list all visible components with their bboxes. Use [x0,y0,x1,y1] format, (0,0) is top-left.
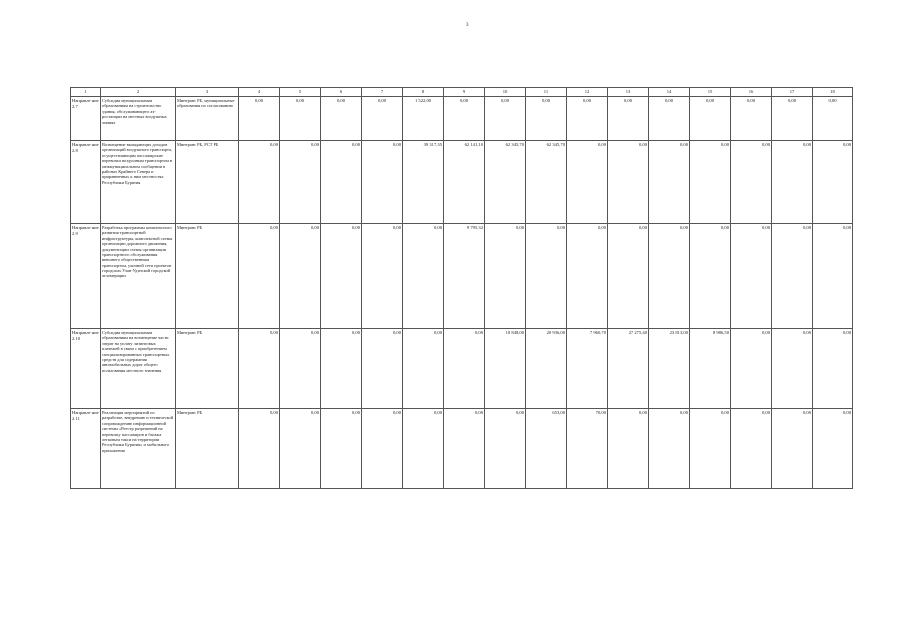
value-cell: 0,00 [239,141,280,224]
page-number: 3 [466,23,469,28]
column-number: 11 [526,88,567,97]
row-executor: Минтранс РБ, муниципальные образования по согласованию [176,97,239,141]
value-cell: 0,00 [772,409,813,489]
column-number: 3 [176,88,239,97]
row-executor: Минтранс РБ [176,329,239,409]
value-cell: 9 795,32 [444,224,485,329]
value-cell: 70,00 [567,409,608,489]
row-executor: Минтранс РБ [176,409,239,489]
value-cell: 0,00 [321,409,362,489]
value-cell: 0,00 [526,224,567,329]
value-cell: 0,00 [444,409,485,489]
value-cell: 23 813,00 [649,329,690,409]
value-cell: 0,00 [321,141,362,224]
value-cell: 0,00 [280,224,321,329]
row-description: Субсидия муниципальным образованиям на возмещение части затрат на уплату лизинговых платежей в связи с приобретением специализированных транспортных средств для содержания автомобильных дорог общего пользования местного значения [101,329,176,409]
value-cell: 10 848,00 [485,329,526,409]
column-number: 18 [813,88,853,97]
row-code: Направле ние 2.8 [71,141,101,224]
row-description: Субсидия муниципальным образованиям на строительство здания, обслуживающего аэ-ростанции на местных воздушных линиях [101,97,176,141]
column-number: 10 [485,88,526,97]
column-number: 15 [690,88,731,97]
column-number: 13 [608,88,649,97]
value-cell: 0,00 [690,409,731,489]
value-cell: 7 960,70 [567,329,608,409]
value-cell: 0,00 [321,224,362,329]
value-cell: 0,00 [239,224,280,329]
value-cell: 0,00 [608,97,649,141]
row-description: Возмещение выпадающих доходов организаций воздушного транспорта, осуществляющим пассажирские перевозки воздушным транспортом в межмуниципальном сообщении в районах Крайнего Севера и приравненных к ним местностях Республики Бурятия [101,141,176,224]
value-cell: 0,00 [690,224,731,329]
value-cell: 0,00 [444,329,485,409]
value-cell: 62 345,70 [526,141,567,224]
value-cell: 0,00 [731,409,772,489]
value-cell: 39 317,35 [403,141,444,224]
value-cell: 0,00 [362,97,403,141]
column-number: 7 [362,88,403,97]
value-cell: 0,00 [813,409,853,489]
value-cell: 8 986,50 [690,329,731,409]
value-cell: 0,00 [772,97,813,141]
column-number: 8 [403,88,444,97]
row-code: Направле ние 2.11 [71,409,101,489]
row-description: Реализация мероприятий по разработке, внедрению и технической сопровождению информационной системы «Реестр разрешений на перевозку пассажиров и багажа легковым такси на территории Республики Бурятия» и мобильного приложения [101,409,176,489]
value-cell: 0,00 [608,409,649,489]
value-cell: 0,00 [485,409,526,489]
value-cell: 0,00 [280,329,321,409]
value-cell: 0,00 [280,409,321,489]
table-row [71,141,853,224]
value-cell: 0,00 [362,141,403,224]
header-row [71,88,853,97]
row-code: Направле ние 2.10 [71,329,101,409]
value-cell: 0,00 [567,224,608,329]
column-number: 6 [321,88,362,97]
value-cell: 62 345,70 [485,141,526,224]
column-number: 12 [567,88,608,97]
value-cell: 0,00 [772,224,813,329]
value-cell: 1 522,00 [403,97,444,141]
row-code: Направле ние 2.7 [71,97,101,141]
row-executor: Минтранс РБ [176,224,239,329]
value-cell: 0,00 [280,97,321,141]
value-cell: 0,00 [813,141,853,224]
table-row [71,329,853,409]
value-cell: 0,00 [444,97,485,141]
value-cell: 0,00 [772,141,813,224]
value-cell: 0,00 [731,329,772,409]
value-cell: 0,00 [485,224,526,329]
value-cell: 0,00 [567,97,608,141]
value-cell: 0,00 [649,97,690,141]
value-cell: 0,00 [649,141,690,224]
row-executor: Минтранс РБ, РСТ РБ [176,141,239,224]
column-number: 2 [101,88,176,97]
column-number: 1 [71,88,101,97]
value-cell: 653,00 [526,409,567,489]
table-row [71,97,853,141]
value-cell: 0,00 [362,329,403,409]
table-row [71,409,853,489]
column-number: 17 [772,88,813,97]
value-cell: 0,00 [813,224,853,329]
value-cell: 0,00 [403,329,444,409]
value-cell: 0,00 [321,329,362,409]
budget-table [70,87,853,489]
value-cell: 0,00 [526,97,567,141]
value-cell: 27 275,40 [608,329,649,409]
value-cell: 0,00 [239,97,280,141]
value-cell: 62 141,10 [444,141,485,224]
row-description: Разработка программы комплексного развития транспортной инфраструктуры, комплексной схемы организации дорожного движения, документации схемы организации транспортного обслуживания внешнего общественным транспортом, уличной сети проектов городских Улан-Удэнской городской агломерации [101,224,176,329]
value-cell: 0,00 [239,409,280,489]
value-cell: 0,00 [280,141,321,224]
value-cell: 0,00 [690,141,731,224]
value-cell: 0,00 [362,224,403,329]
value-cell: 0,00 [239,329,280,409]
value-cell: 0,00 [608,141,649,224]
column-number: 5 [280,88,321,97]
value-cell: 0,00 [403,409,444,489]
value-cell: 0,00 [608,224,649,329]
value-cell: 0,00 [813,329,853,409]
value-cell: 20 936,00 [526,329,567,409]
value-cell: 0,00 [485,97,526,141]
value-cell: 0,00 [649,409,690,489]
value-cell: 0,00 [731,141,772,224]
value-cell: 0,00 [403,224,444,329]
table-row [71,224,853,329]
value-cell: 0,00 [649,224,690,329]
value-cell: 0,00 [813,97,853,141]
value-cell: 0,00 [690,97,731,141]
value-cell: 0,00 [772,329,813,409]
value-cell: 0,00 [321,97,362,141]
column-number: 14 [649,88,690,97]
column-number: 4 [239,88,280,97]
value-cell: 0,00 [731,224,772,329]
value-cell: 0,00 [567,141,608,224]
column-number: 16 [731,88,772,97]
value-cell: 0,00 [731,97,772,141]
value-cell: 0,00 [362,409,403,489]
row-code: Направле ние 2.9 [71,224,101,329]
column-number: 9 [444,88,485,97]
